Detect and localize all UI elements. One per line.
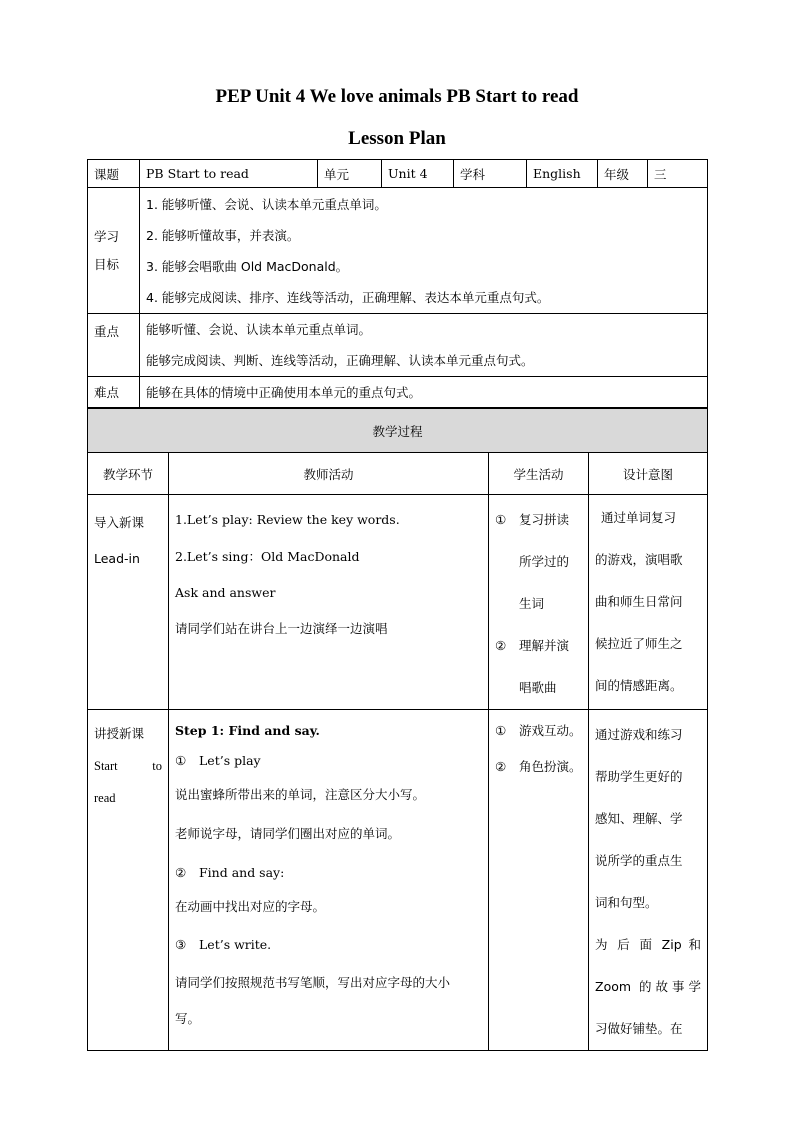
activity-description: 请同学们按照规范书写笔顺，写出对应字母的大小 bbox=[175, 975, 451, 990]
student-activity-line: 唱歌曲 bbox=[519, 680, 557, 695]
topic-value: PB Start to read bbox=[140, 160, 318, 188]
objectives-content bbox=[140, 188, 708, 314]
teacher-activity-line: 请同学们站在讲台上一边演绎一边演唱 bbox=[175, 621, 388, 636]
lesson-info-table bbox=[87, 159, 708, 408]
difficulties-row bbox=[88, 377, 708, 408]
info-row bbox=[88, 160, 708, 188]
student-activity-line: 生词 bbox=[519, 596, 545, 611]
stage-start-to-read-row bbox=[88, 710, 708, 1051]
stage-name: 导入新课 bbox=[94, 515, 145, 530]
subject-label: 学科 bbox=[454, 160, 527, 188]
activity-description: 在动画中找出对应的字母。 bbox=[175, 899, 326, 914]
design-intent-line: 通过游戏和练习 bbox=[595, 727, 683, 742]
objectives-label bbox=[88, 188, 140, 314]
design-intent-line: Zoom 的故事学 bbox=[595, 979, 702, 994]
objective-item: 4. 能够完成阅读、排序、连线等活动，正确理解、表达本单元重点句式。 bbox=[146, 289, 550, 305]
list-number: ③ bbox=[175, 937, 187, 952]
student-activity-line: 角色扮演。 bbox=[519, 759, 582, 774]
objectives-row bbox=[88, 188, 708, 314]
stage-name-en: Lead-in bbox=[94, 551, 140, 566]
key-points-row bbox=[88, 314, 708, 377]
document-subtitle: Lesson Plan bbox=[348, 128, 446, 149]
objective-item: 3. 能够会唱歌曲 Old MacDonald。 bbox=[146, 258, 349, 274]
key-points-content bbox=[140, 314, 708, 377]
objectives-label-line-2: 目标 bbox=[94, 256, 120, 272]
process-title-row bbox=[88, 409, 708, 453]
student-activity-line: 理解并演 bbox=[519, 638, 570, 653]
topic-label: 课题 bbox=[88, 160, 140, 188]
unit-value: Unit 4 bbox=[382, 160, 454, 188]
activity-description: 说出蜜蜂所带出来的单词，注意区分大小写。 bbox=[175, 787, 426, 802]
design-intent-cell bbox=[589, 495, 708, 710]
teacher-activity-cell bbox=[169, 710, 489, 1051]
design-intent-line: 习做好铺垫。在 bbox=[595, 1021, 683, 1036]
list-number: ① bbox=[495, 723, 507, 738]
unit-label: 单元 bbox=[318, 160, 382, 188]
design-intent-line: 帮助学生更好的 bbox=[595, 769, 683, 784]
column-header: 学生活动 bbox=[489, 453, 589, 495]
activity-title: Find and say: bbox=[199, 865, 285, 880]
list-number: ② bbox=[495, 638, 507, 653]
design-intent-line: 通过单词复习 bbox=[601, 510, 677, 525]
activity-description: 老师说字母，请同学们圈出对应的单词。 bbox=[175, 826, 401, 841]
design-intent-line: 感知、理解、学 bbox=[595, 811, 683, 826]
key-points-label: 重点 bbox=[88, 314, 140, 377]
list-number: ② bbox=[175, 865, 187, 880]
design-intent-line: 的游戏，演唱歌 bbox=[595, 552, 683, 567]
activity-title: Let’s play bbox=[199, 753, 261, 768]
process-header-row bbox=[88, 453, 708, 495]
process-title: 教学过程 bbox=[88, 409, 708, 453]
teacher-activity-line: 1.Let’s play: Review the key words. bbox=[175, 512, 400, 527]
difficulties-label: 难点 bbox=[88, 377, 140, 408]
design-intent-line: 为 后 面 Zip 和 bbox=[595, 937, 702, 952]
key-point-item: 能够听懂、会说、认读本单元重点单词。 bbox=[146, 322, 372, 337]
column-header: 设计意图 bbox=[589, 453, 708, 495]
grade-value: 三 bbox=[648, 160, 708, 188]
teacher-activity-line: Ask and answer bbox=[175, 585, 276, 600]
stage-name-en: to bbox=[152, 759, 162, 773]
grade-label: 年级 bbox=[598, 160, 648, 188]
stage-name-en: read bbox=[94, 791, 116, 805]
activity-description: 写。 bbox=[175, 1011, 201, 1026]
stage-lead-in-row bbox=[88, 495, 708, 710]
student-activity-cell bbox=[489, 710, 589, 1051]
list-number: ① bbox=[175, 753, 187, 768]
difficulties-content: 能够在具体的情境中正确使用本单元的重点句式。 bbox=[140, 377, 708, 408]
list-number: ① bbox=[495, 512, 507, 527]
design-intent-line: 候拉近了师生之 bbox=[595, 636, 683, 651]
key-point-item: 能够完成阅读、判断、连线等活动，正确理解、认读本单元重点句式。 bbox=[146, 353, 534, 368]
column-header: 教学环节 bbox=[88, 453, 169, 495]
list-number: ② bbox=[495, 759, 507, 774]
step-heading: Step 1: Find and say. bbox=[175, 723, 320, 738]
student-activity-cell bbox=[489, 495, 589, 710]
subject-value: English bbox=[527, 160, 598, 188]
teacher-activity-cell bbox=[169, 495, 489, 710]
design-intent-line: 说所学的重点生 bbox=[595, 853, 683, 868]
column-header: 教师活动 bbox=[169, 453, 489, 495]
student-activity-line: 游戏互动。 bbox=[519, 723, 582, 738]
stage-name-cell bbox=[88, 710, 169, 1051]
stage-name-cell bbox=[88, 495, 169, 710]
activity-title: Let’s write. bbox=[199, 937, 272, 952]
design-intent-line: 曲和师生日常问 bbox=[595, 594, 683, 609]
student-activity-line: 所学过的 bbox=[519, 554, 570, 569]
stage-name-en: Start bbox=[94, 759, 118, 773]
design-intent-cell bbox=[589, 710, 708, 1051]
document-title: PEP Unit 4 We love animals PB Start to read bbox=[215, 86, 579, 107]
objective-item: 1. 能够听懂、会说、认读本单元重点单词。 bbox=[146, 196, 387, 212]
stage-name: 讲授新课 bbox=[94, 726, 145, 741]
student-activity-line: 复习拼读 bbox=[519, 512, 570, 527]
design-intent-line: 词和句型。 bbox=[595, 895, 658, 910]
objective-item: 2. 能够听懂故事，并表演。 bbox=[146, 227, 300, 243]
teaching-process-table bbox=[87, 408, 708, 1051]
design-intent-line: 间的情感距离。 bbox=[595, 678, 683, 693]
teacher-activity-line: 2.Let’s sing：Old MacDonald bbox=[175, 549, 360, 564]
objectives-label-line-1: 学习 bbox=[94, 228, 120, 244]
